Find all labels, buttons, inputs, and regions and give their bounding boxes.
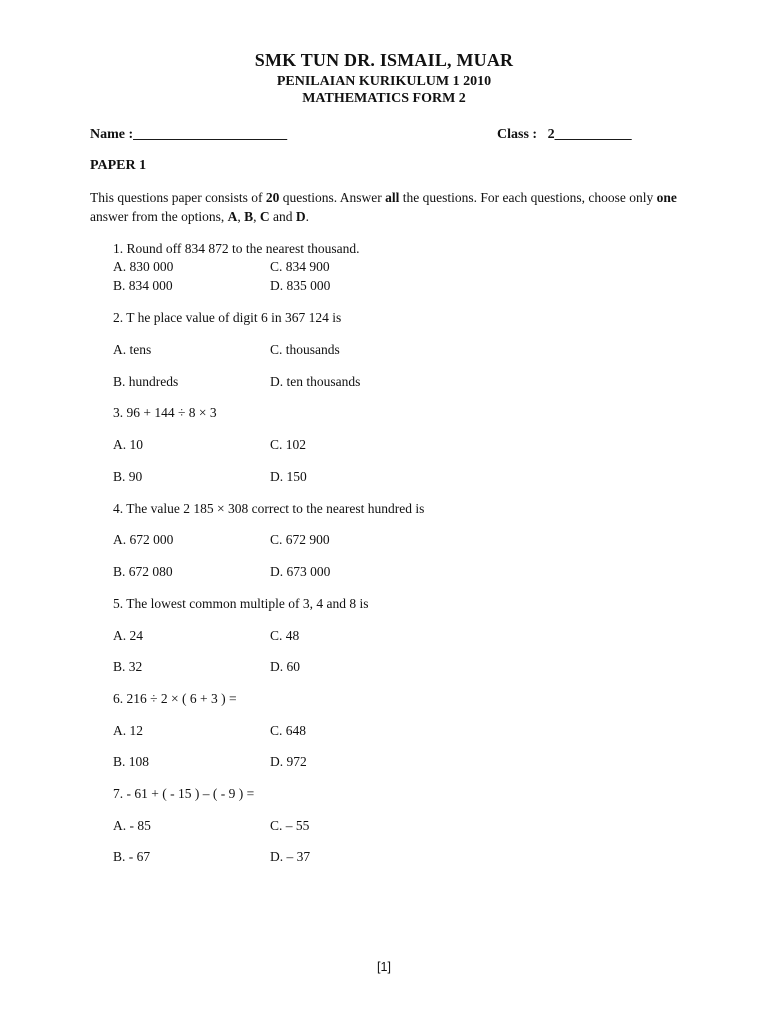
question-2-option-a: A. tens	[113, 342, 152, 357]
instructions-text: .	[305, 209, 309, 224]
question-6-option-c: C. 648	[270, 723, 307, 738]
instructions-text: and	[269, 209, 296, 224]
instructions-line-1	[90, 190, 677, 206]
question-4-option-c: C. 672 900	[270, 532, 330, 547]
question-6-option-a: A. 12	[113, 723, 143, 738]
instructions-line-2	[90, 209, 309, 225]
class-label: Class :	[497, 127, 538, 142]
name-line: ______________________	[133, 127, 288, 142]
instructions-text: This questions paper consists of	[90, 190, 266, 205]
question-2-option-b: B. hundreds	[113, 374, 179, 389]
question-3-option-d: D. 150	[270, 469, 307, 484]
question-1-option-c: C. 834 900	[270, 259, 330, 274]
name-label: Name :	[90, 127, 134, 142]
instructions-text: the questions. For each questions, choose only	[399, 190, 657, 205]
question-2-option-c: C. thousands	[270, 342, 340, 357]
instructions-text: ,	[237, 209, 245, 224]
question-7-option-a: A. - 85	[113, 818, 151, 833]
instructions-bold: one	[656, 190, 677, 205]
question-7-option-c: C. – 55	[270, 818, 310, 833]
paper-title: PAPER 1	[90, 158, 147, 173]
question-4-option-d: D. 673 000	[270, 564, 331, 579]
instructions-text: answer from the options,	[90, 209, 228, 224]
question-6-option-d: D. 972	[270, 754, 307, 769]
question-1-option-b: B. 834 000	[113, 278, 173, 293]
page-number: [1]	[377, 960, 391, 974]
question-3-option-a: A. 10	[113, 437, 143, 452]
class-line: ___________	[554, 127, 632, 142]
question-3-option-b: B. 90	[113, 469, 143, 484]
question-5-option-b: B. 32	[113, 659, 143, 674]
instructions-text: questions. Answer	[279, 190, 386, 205]
question-1-option-a: A. 830 000	[113, 259, 174, 274]
question-1-stem: 1. Round off 834 872 to the nearest thousand.	[113, 241, 360, 256]
instructions-bold: all	[385, 190, 400, 205]
assessment-title: PENILAIAN KURIKULUM 1 2010	[276, 74, 492, 89]
question-3-option-c: C. 102	[270, 437, 307, 452]
question-5-option-d: D. 60	[270, 659, 300, 674]
question-7-option-d: D. – 37	[270, 849, 311, 864]
question-2-stem: 2. T he place value of digit 6 in 367 124 is	[113, 310, 342, 325]
class-value: 2	[547, 127, 555, 142]
instructions-bold: B	[244, 209, 254, 224]
class-field	[497, 127, 632, 143]
question-4-option-a: A. 672 000	[113, 532, 174, 547]
question-4-stem: 4. The value 2 185 × 308 correct to the nearest hundred is	[113, 501, 425, 516]
instructions-bold: D	[295, 209, 306, 224]
name-field	[90, 127, 287, 143]
question-5-stem: 5. The lowest common multiple of 3, 4 and 8 is	[113, 596, 369, 611]
instructions-bold: A	[227, 209, 238, 224]
subject-title: MATHEMATICS FORM 2	[302, 91, 466, 106]
question-6-stem: 6. 216 ÷ 2 × ( 6 + 3 ) =	[113, 691, 237, 706]
question-1-option-d: D. 835 000	[270, 278, 331, 293]
question-5-option-a: A. 24	[113, 628, 143, 643]
question-7-stem: 7. - 61 + ( - 15 ) – ( - 9 ) =	[113, 786, 255, 801]
instructions-text: ,	[253, 209, 260, 224]
question-3-stem: 3. 96 + 144 ÷ 8 × 3	[113, 405, 217, 420]
question-5-option-c: C. 48	[270, 628, 300, 643]
question-7-option-b: B. - 67	[113, 849, 151, 864]
instructions-bold: C	[259, 209, 270, 224]
question-2-option-d: D. ten thousands	[270, 374, 361, 389]
instructions-bold: 20	[265, 190, 280, 205]
question-4-option-b: B. 672 080	[113, 564, 173, 579]
question-6-option-b: B. 108	[113, 754, 150, 769]
school-title: SMK TUN DR. ISMAIL, MUAR	[254, 50, 514, 70]
